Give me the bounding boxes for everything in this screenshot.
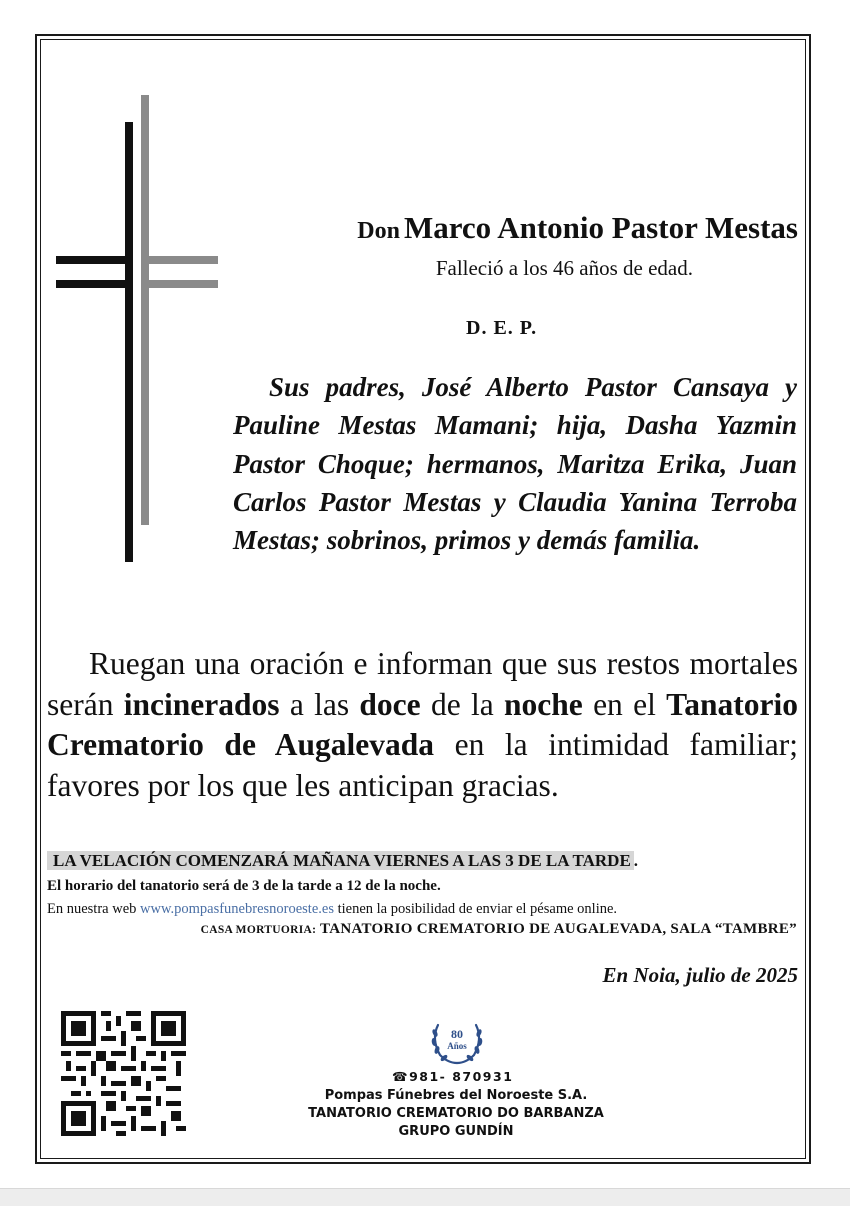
company-name: Pompas Fúnebres del Noroeste S.A.: [324, 1088, 588, 1103]
website-link[interactable]: www.pompasfunebresnoroeste.es: [140, 901, 334, 917]
deceased-name: Marco Antonio Pastor Mestas: [403, 210, 798, 245]
web-text-before: En nuestra web: [47, 901, 141, 917]
web-text-after: tienen la posibilidad de enviar el pésame online.: [333, 901, 618, 917]
casa-value: TANATORIO CREMATORIO DE AUGALEVADA, SALA “TAMBRE”: [316, 921, 797, 937]
age-line: Falleció a los 46 años de edad.: [435, 256, 693, 280]
logo-word: Años: [447, 1041, 467, 1051]
prayer-bold-doce: doce: [359, 686, 421, 722]
web-notice: [47, 901, 617, 918]
prayer-text-4: en el: [582, 686, 667, 722]
qr-code-icon[interactable]: [61, 1011, 186, 1136]
cross-black-bar-lower: [56, 280, 133, 288]
prayer-bold-noche: noche: [504, 686, 583, 722]
cross-black-vertical: [125, 122, 133, 562]
cross-black-bar-upper: [56, 256, 133, 264]
cross-icon: [54, 92, 224, 567]
velacion-period: .: [633, 851, 639, 870]
phone-number: ☎981- 870931: [392, 1069, 514, 1084]
dep-text: D. E. P.: [466, 317, 538, 339]
casa-mortuoria: [201, 921, 797, 938]
prayer-text-3: de la: [420, 686, 505, 722]
prayer-text-2: a las: [279, 686, 360, 722]
velacion-notice: [47, 851, 638, 871]
anniversary-logo-icon: [428, 1017, 486, 1067]
family-paragraph: Sus padres, José Alberto Pastor Cansaya y Pauline Mestas Mamani; hija, Dasha Yazmin Pastor Choque; hermanos, Maritza Erika, Juan Carlos Pastor Mestas y Claudia Yanina Terroba Mestas; sobrinos, primos y demás familia.: [233, 372, 797, 556]
company-group: GRUPO GUNDÍN: [398, 1124, 514, 1139]
prayer-bold-incinerados: incinerados: [123, 686, 280, 722]
casa-label: CASA MORTUORIA:: [200, 924, 317, 936]
name-prefix: Don: [357, 218, 400, 244]
company-tanatorio: TANATORIO CREMATORIO DO BARBANZA: [308, 1106, 604, 1121]
cross-gray-bar-upper: [141, 256, 218, 264]
prayer-paragraph: [47, 644, 798, 806]
deceased-name-line: [357, 210, 798, 246]
horario-text: El horario del tanatorio será de 3 de la tarde a 12 de la noche.: [47, 878, 441, 894]
velacion-highlight: LA VELACIÓN COMENZARÁ MAÑANA VIERNES A LAS 3 DE LA TARDE: [47, 851, 634, 870]
cross-gray-vertical: [141, 95, 149, 525]
prayer-bold-tanatorio: Tanatorio Crematorio de Augalevada: [47, 686, 799, 762]
place-date: En Noia, julio de 2025: [602, 963, 798, 987]
prayer-text-5: en la intimidad familiar; favores por los que les anticipan gracias.: [47, 727, 799, 803]
prayer-text-1: Ruegan una oración e informan que sus restos mortales serán: [47, 646, 798, 722]
logo-number: 80: [451, 1027, 463, 1041]
cross-gray-bar-lower: [141, 280, 218, 288]
page-bottom-edge: [0, 1188, 850, 1206]
